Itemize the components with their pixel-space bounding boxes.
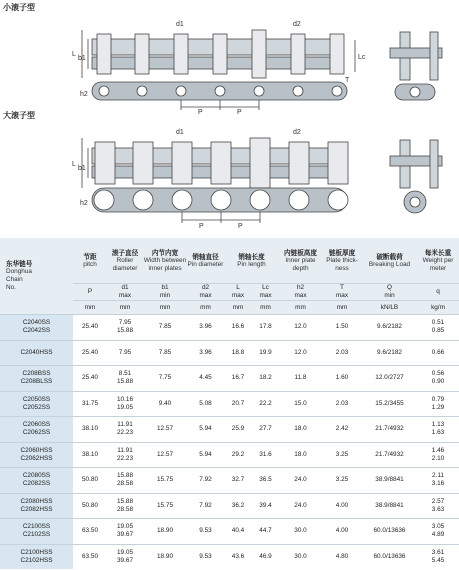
cell-q: 12.0/2727 xyxy=(375,374,404,382)
chain-model-cell: C2080SS C2082SS xyxy=(0,468,73,494)
cell-t: 2.03 xyxy=(335,348,349,356)
cell-b1: 7.85 xyxy=(158,323,172,331)
cell-lc: 39.4 xyxy=(259,501,272,509)
header-plate-depth: 内链板高度 Inner plate depth xyxy=(279,238,322,284)
cell-d1: 8.51 15.88 xyxy=(117,370,133,386)
small-roller-chain-diagram xyxy=(0,12,459,117)
cell-d2: 5.08 xyxy=(199,399,212,407)
dim-label-h2: h2 xyxy=(80,91,88,98)
cell-d1: 15.88 28.58 xyxy=(117,497,133,513)
cell-q: 60.0/13636 xyxy=(373,552,406,560)
cell-q: 38.9/8841 xyxy=(375,476,404,484)
cell-d1: 11.91 22.23 xyxy=(117,421,133,437)
cell-q: 60.0/13636 xyxy=(373,527,406,535)
header-unit: mm xyxy=(143,301,187,315)
table-row xyxy=(0,442,459,468)
cell-b1: 12.57 xyxy=(157,425,173,433)
cell-t: 1.50 xyxy=(335,323,349,331)
cell-lc: 17.8 xyxy=(259,323,272,331)
dim-label-Lc: Lc xyxy=(358,54,366,61)
chain-model-cell: C2050SS C2052SS xyxy=(0,391,73,417)
cell-p: 63.50 xyxy=(82,552,98,560)
dim-label-P1: P xyxy=(198,109,203,116)
cell-h2: 30.0 xyxy=(294,527,307,535)
header-pitch: 节距 pitch xyxy=(73,238,107,284)
chain-model-cell: C2060HSS C2062HSS xyxy=(0,442,73,468)
chain-model-cell: C2040HSS xyxy=(0,340,73,366)
header-symbol: h2 max xyxy=(279,284,322,301)
header-symbol: Lc max xyxy=(252,284,279,301)
cell-l: 16.7 xyxy=(231,374,245,382)
cell-t: 3.25 xyxy=(335,476,349,484)
cell-l: 25.9 xyxy=(231,425,245,433)
cell-t: 4.80 xyxy=(335,552,349,560)
cell-lc: 36.5 xyxy=(259,476,272,484)
cell-d2: 7.92 xyxy=(199,476,212,484)
cell-d2: 5.94 xyxy=(199,450,212,458)
table-row xyxy=(0,493,459,519)
cell-h2: 11.8 xyxy=(294,374,307,382)
cell-lc: 22.2 xyxy=(259,399,272,407)
cell-q: 15.2/3455 xyxy=(375,399,404,407)
cell-l: 36.2 xyxy=(231,501,245,509)
dim-label-b1: b1 xyxy=(78,55,86,62)
cell-t: 1.60 xyxy=(335,374,349,382)
spec-table-body xyxy=(0,315,459,570)
cell-b1: 7.75 xyxy=(158,374,172,382)
cell-p: 38.10 xyxy=(82,425,98,433)
cell-h2: 15.0 xyxy=(294,399,307,407)
table-row xyxy=(0,544,459,569)
header-unit: mm xyxy=(279,301,322,315)
cell-t: 4.00 xyxy=(335,501,349,509)
header-unit: mm xyxy=(107,301,143,315)
header-unit: mm xyxy=(252,301,279,315)
cell-d1: 15.88 28.58 xyxy=(117,472,133,488)
cell-d2: 9.53 xyxy=(199,527,212,535)
header-symbol: P xyxy=(73,284,107,301)
cell-d1: 19.05 39.67 xyxy=(117,548,133,564)
cell-b1: 18.90 xyxy=(157,527,173,535)
dim-label-d1: d1 xyxy=(176,21,184,28)
cell-d2: 4.45 xyxy=(199,374,212,382)
cell-q: 38.9/8841 xyxy=(375,501,404,509)
table-row xyxy=(0,417,459,443)
cell-w: 0.56 0.90 xyxy=(431,370,445,386)
cell-lc: 27.7 xyxy=(259,425,272,433)
cell-t: 2.42 xyxy=(335,425,349,433)
cell-p: 25.40 xyxy=(82,374,98,382)
chain-model-cell: C2060SS C2062SS xyxy=(0,417,73,443)
cell-p: 25.40 xyxy=(82,323,98,331)
cell-p: 25.40 xyxy=(82,348,98,356)
cell-b1: 12.57 xyxy=(157,450,173,458)
cell-lc: 19.9 xyxy=(259,348,272,356)
header-breaking-load: 破断载荷 Breaking Load xyxy=(362,238,417,284)
cell-p: 31.75 xyxy=(82,399,98,407)
section-title-large-roller: 大滚子型 xyxy=(3,111,35,120)
cell-h2: 18.0 xyxy=(294,425,307,433)
table-row xyxy=(0,468,459,494)
chain-model-cell: C2100HSS C2102HSS xyxy=(0,544,73,569)
cell-l: 16.6 xyxy=(231,323,245,331)
cell-lc: 31.6 xyxy=(259,450,272,458)
cell-w: 0.51 0.85 xyxy=(431,319,445,335)
header-symbol: b1 min xyxy=(143,284,187,301)
cell-p: 50.80 xyxy=(82,476,98,484)
header-symbol: d2 max xyxy=(187,284,224,301)
dim-label-d2-large: d2 xyxy=(293,129,301,136)
cell-l: 20.7 xyxy=(231,399,245,407)
cell-d1: 11.91 22.23 xyxy=(117,446,133,462)
header-pin-length: 销轴长度 Pin length xyxy=(224,238,279,284)
header-symbol: d1 max xyxy=(107,284,143,301)
dim-label-L-large: L xyxy=(72,161,76,168)
section-title-small-roller: 小滚子型 xyxy=(3,3,35,12)
cell-h2: 12.0 xyxy=(294,323,307,331)
table-row xyxy=(0,366,459,392)
cell-b1: 7.85 xyxy=(158,348,172,356)
large-roller-chain-diagram xyxy=(0,120,459,235)
cell-b1: 18.90 xyxy=(157,552,173,560)
cell-t: 4.00 xyxy=(335,527,349,535)
cell-d1: 19.05 39.67 xyxy=(117,523,133,539)
dim-label-d2: d2 xyxy=(293,21,301,28)
cell-d1: 7.95 15.88 xyxy=(117,319,133,335)
cell-d1: 7.95 xyxy=(118,348,132,356)
cell-b1: 15.75 xyxy=(157,476,173,484)
cell-q: 9.6/2182 xyxy=(377,323,402,331)
table-row xyxy=(0,315,459,341)
chain-model-cell: C2080HSS C2082HSS xyxy=(0,493,73,519)
cell-lc: 46.9 xyxy=(259,552,272,560)
chain-model-cell: C2040SS C2042SS xyxy=(0,315,73,341)
table-row xyxy=(0,340,459,366)
cell-w: 1.13 1.63 xyxy=(431,421,445,437)
dim-label-h2-large: h2 xyxy=(80,200,88,207)
cell-d2: 3.96 xyxy=(199,323,212,331)
cell-d2: 5.94 xyxy=(199,425,212,433)
cell-b1: 15.75 xyxy=(157,501,173,509)
cell-w: 3.05 4.89 xyxy=(431,523,445,539)
header-unit: mm xyxy=(73,301,107,315)
chain-spec-table xyxy=(0,238,459,569)
dim-label-b1-large: b1 xyxy=(78,165,86,172)
cell-h2: 24.0 xyxy=(294,476,307,484)
header-unit: kN/LB xyxy=(362,301,417,315)
cell-d2: 3.96 xyxy=(199,348,212,356)
cell-t: 3.25 xyxy=(335,450,349,458)
table-row xyxy=(0,391,459,417)
header-weight: 每米长重 Weight per meter xyxy=(417,238,459,284)
header-plate-thickness: 链板厚度 Plate thick-ness xyxy=(322,238,362,284)
cell-w: 0.79 1.29 xyxy=(431,395,445,411)
header-row-names xyxy=(0,238,459,284)
header-roller-diameter: 滚子直径 Roller diameter xyxy=(107,238,143,284)
cell-h2: 12.0 xyxy=(294,348,307,356)
chain-model-cell: C208BSS C208BLSS xyxy=(0,366,73,392)
cell-q: 9.6/2182 xyxy=(377,348,402,356)
cell-l: 40.4 xyxy=(231,527,245,535)
cell-w: 2.11 3.16 xyxy=(431,472,445,488)
header-unit: mm xyxy=(224,301,252,315)
dim-label-P2-large: P xyxy=(238,223,243,230)
dim-label-P1-large: P xyxy=(199,223,204,230)
cell-w: 2.57 3.63 xyxy=(431,497,445,513)
cell-l: 18.8 xyxy=(231,348,245,356)
cell-w: 3.61 5.45 xyxy=(431,548,445,564)
cell-lc: 44.7 xyxy=(259,527,272,535)
cell-b1: 9.40 xyxy=(158,399,172,407)
cell-h2: 24.0 xyxy=(294,501,307,509)
header-symbol: Q min xyxy=(362,284,417,301)
cell-p: 38.10 xyxy=(82,450,98,458)
header-symbol: T max xyxy=(322,284,362,301)
chain-model-cell: C2100SS C2102SS xyxy=(0,519,73,545)
header-model: 东华链号 Donghua Chain No. xyxy=(0,238,73,315)
cell-t: 2.03 xyxy=(335,399,349,407)
cell-q: 21.7/4932 xyxy=(375,450,404,458)
header-unit: kg/m xyxy=(417,301,459,315)
cell-l: 43.6 xyxy=(231,552,245,560)
dim-label-T: T xyxy=(345,77,350,84)
cell-h2: 30.0 xyxy=(294,552,307,560)
cell-lc: 18.2 xyxy=(259,374,272,382)
cell-p: 63.50 xyxy=(82,527,98,535)
header-symbol: L max xyxy=(224,284,252,301)
cell-l: 29.2 xyxy=(231,450,245,458)
cell-w: 1.46 2.10 xyxy=(431,446,445,462)
cell-d2: 9.53 xyxy=(199,552,212,560)
cell-d1: 10.16 19.05 xyxy=(117,395,133,411)
header-unit: mm xyxy=(187,301,224,315)
table-row xyxy=(0,519,459,545)
header-inner-width: 内节内宽 Width between inner plates xyxy=(143,238,187,284)
cell-d2: 7.92 xyxy=(199,501,212,509)
cell-w: 0.66 xyxy=(431,348,445,356)
header-unit: mm xyxy=(322,301,362,315)
header-symbol: q xyxy=(417,284,459,301)
dim-label-L: L xyxy=(72,51,76,58)
cell-q: 21.7/4932 xyxy=(375,425,404,433)
header-pin-diameter: 销轴直径 Pin diameter xyxy=(187,238,224,284)
cell-p: 50.80 xyxy=(82,501,98,509)
dim-label-P2: P xyxy=(237,109,242,116)
cell-l: 32.7 xyxy=(231,476,245,484)
cell-h2: 18.0 xyxy=(294,450,307,458)
dim-label-d1-large: d1 xyxy=(176,129,184,136)
